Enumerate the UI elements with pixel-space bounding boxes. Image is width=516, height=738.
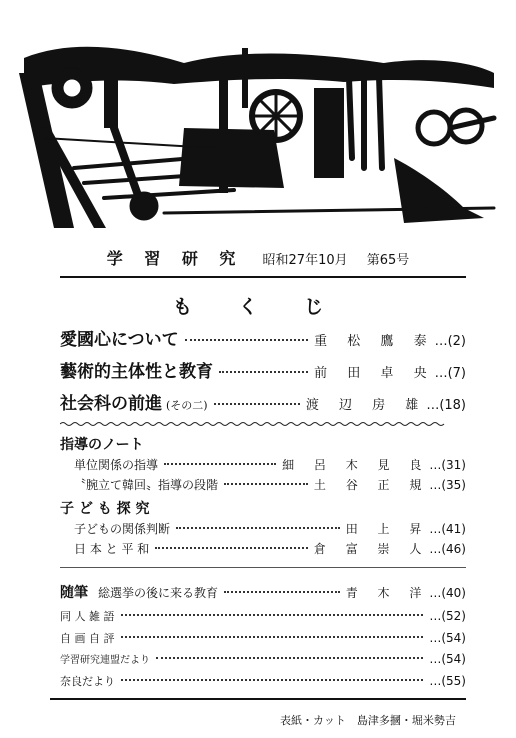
toc-entry[interactable] [60,357,466,382]
article-title: 総選挙の後に来る教育 [98,586,219,600]
leader-dots [185,339,309,341]
leader-dots [121,614,424,616]
article-author: 渡 辺 房 雄 [305,398,427,413]
article-title: 同 人 雑 語 [60,610,115,623]
leader-dots [121,679,423,681]
leader-dots [219,371,308,373]
article-title: 社会科の前進 [60,394,162,414]
toc-entry[interactable] [60,325,466,350]
section-rule [60,567,466,568]
leader-dots [155,547,308,549]
toc-entry[interactable] [74,456,466,473]
article-page: …(54) [429,652,466,666]
leader-dots [214,403,300,405]
article-title: 日 本 と 平 和 [74,542,150,556]
leader-dots [164,463,276,465]
article-author: 倉 富 崇 人 [313,542,430,556]
leader-dots [224,591,340,593]
article-author: 土 谷 正 規 [313,478,430,492]
toc-entry[interactable] [60,630,466,646]
article-page: …(41) [429,522,466,536]
article-author: 田 上 昇 [345,522,430,536]
essay-label: 随筆 [60,585,88,601]
article-author: 前 田 卓 央 [314,366,435,381]
header-rule [60,276,466,278]
article-title: 〝腕立て韓回〟指導の段階 [74,478,219,492]
article-page: …(55) [429,674,466,688]
article-title: 子どもの関係判断 [74,522,171,536]
article-author: 重 松 鷹 泰 [314,334,435,349]
article-page: …(54) [429,631,466,645]
toc-entry[interactable] [60,389,466,414]
leader-dots [121,636,424,638]
toc-entry[interactable] [60,608,466,624]
leader-dots [176,527,340,529]
toc-title: も く じ [172,296,344,318]
article-subtitle: (その二) [166,399,208,412]
article-title: 自 画 自 評 [60,632,115,645]
section-heading-child-study: 子 ど も 探 究 [60,501,150,517]
leader-dots [224,483,308,485]
article-page: …(7) [434,366,466,381]
toc-entry[interactable] [60,673,466,689]
toc-entry[interactable] [74,476,466,493]
article-author: 細 呂 木 見 良 [282,458,430,472]
toc-entry[interactable] [60,582,466,602]
article-page: …(52) [429,609,466,623]
article-title: 藝術的主体性と教育 [60,362,213,382]
article-page: …(46) [429,542,466,556]
publication-date: 昭和27年10月 [262,253,348,268]
cover-credit: 表紙・カット 島津多摑・堀米勢吉 [280,714,456,727]
article-title: 奈良だより [60,675,115,688]
wavy-divider [60,421,445,427]
article-title: 愛國心について [60,330,179,350]
leader-dots [156,657,423,659]
journal-name: 学 習 研 究 [106,249,244,268]
article-page: …(35) [429,478,466,492]
cover-illustration [14,18,498,228]
article-page: …(18) [426,398,466,413]
article-page: …(40) [429,586,466,600]
section-heading-notes: 指導のノート [60,437,144,453]
toc-entry[interactable] [74,540,466,557]
journal-header [0,246,516,269]
toc-entry[interactable] [60,651,466,666]
article-page: …(31) [429,458,466,472]
toc-entry[interactable] [74,520,466,537]
article-title: 単位関係の指導 [74,458,159,472]
article-title: 学習研究連盟だより [60,655,150,666]
issue-number: 第65号 [366,253,410,268]
article-page: …(2) [434,334,466,349]
article-author: 青 木 洋 [345,586,430,600]
footer-rule [50,698,466,700]
